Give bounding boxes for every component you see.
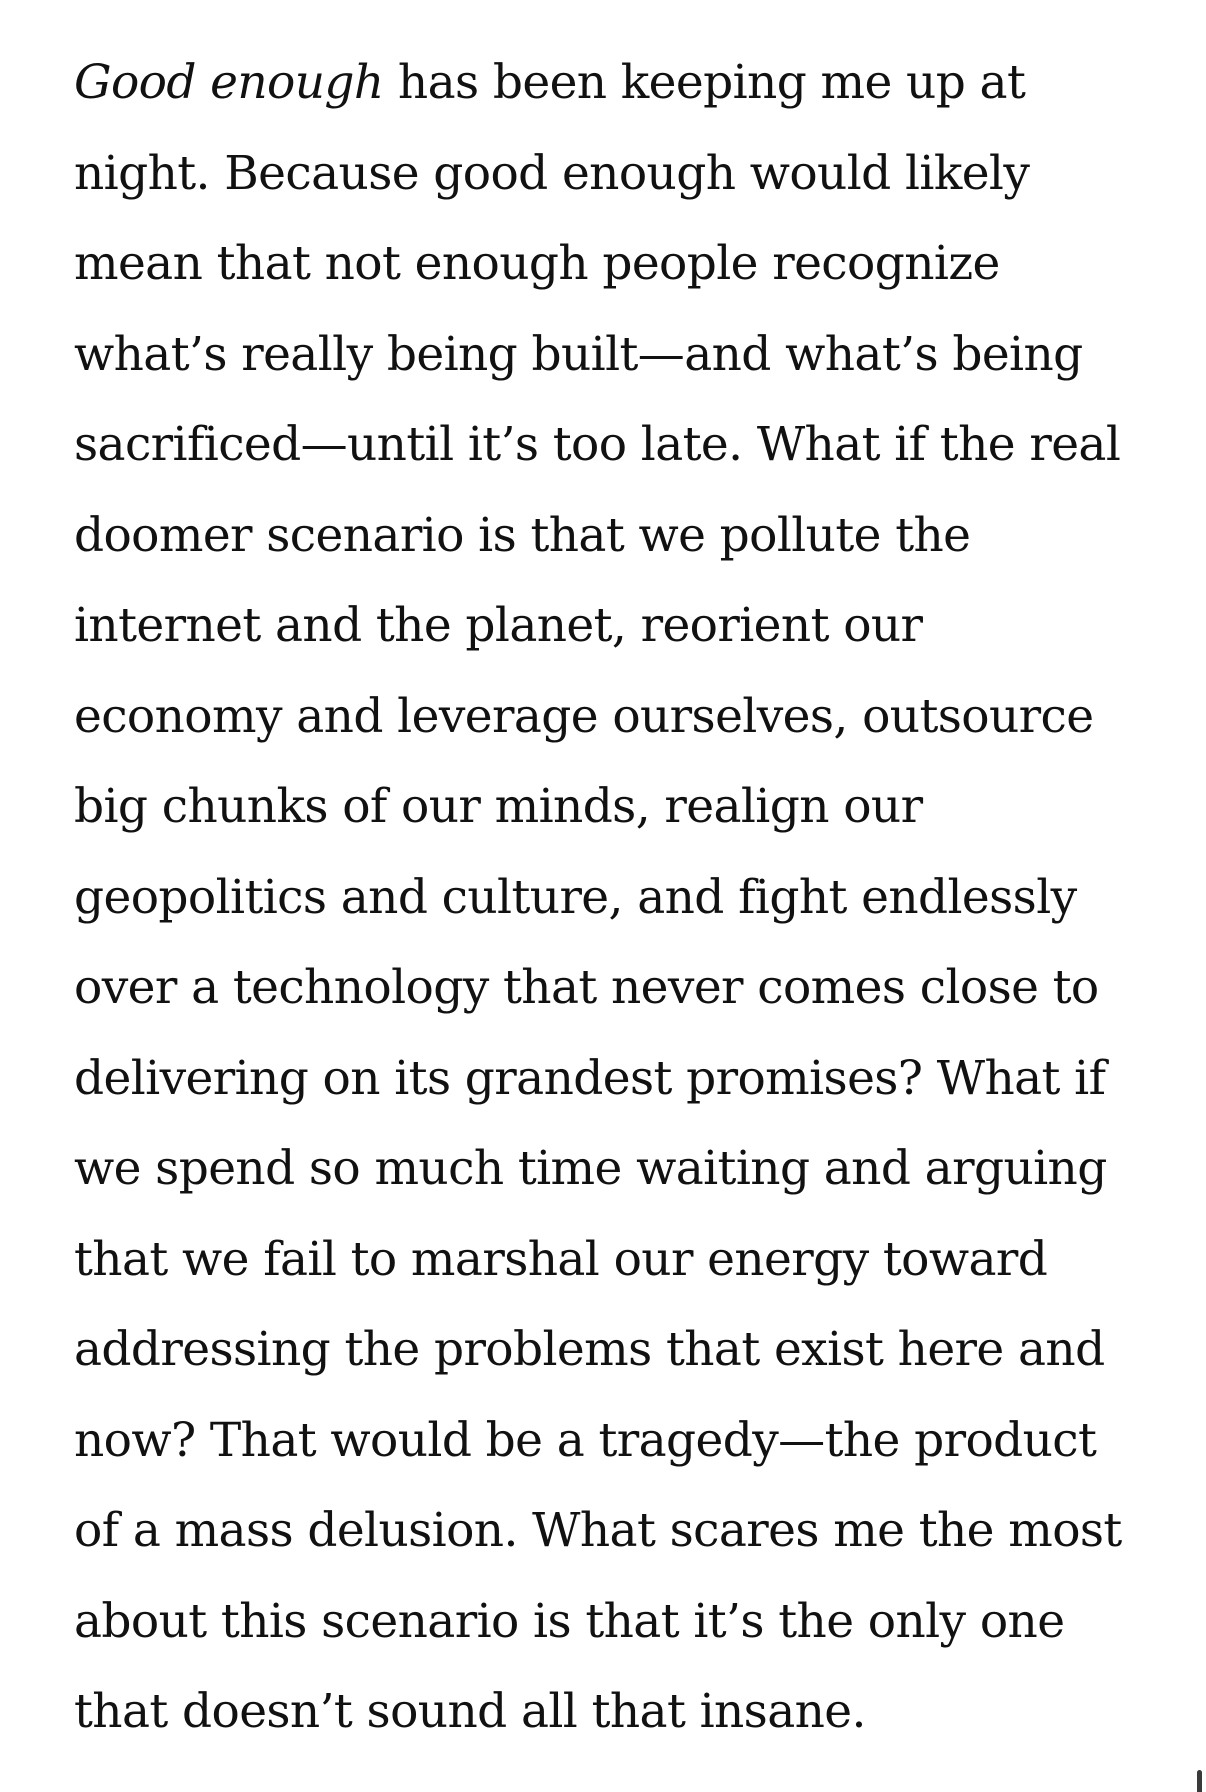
paragraph-line: economy and leverage ourselves, outsource: [74, 688, 1094, 744]
paragraph-line: that doesn’t sound all that insane.: [74, 1684, 866, 1739]
article-paragraph: [74, 38, 1134, 1758]
paragraph-line: delivering on its grandest promises? What if: [74, 1050, 1106, 1106]
paragraph-line: night. Because good enough would likely: [74, 145, 1030, 201]
paragraph-line: we spend so much time waiting and arguing: [74, 1141, 1107, 1196]
paragraph-line: internet and the planet, reorient our: [74, 598, 923, 653]
paragraph-line: about this scenario is that it’s the only one: [74, 1593, 1065, 1649]
paragraph-line: of a mass delusion. What scares me the most: [74, 1503, 1122, 1558]
scrollbar-thumb[interactable]: [1197, 1770, 1202, 1792]
paragraph-line: what’s really being built—and what’s being: [74, 326, 1083, 382]
line-text: has been keeping me up at: [383, 55, 1026, 110]
italic-phrase: Good enough: [74, 55, 384, 110]
paragraph-line: [74, 38, 1134, 129]
paragraph-line: that we fail to marshal our energy toward: [74, 1231, 1048, 1287]
paragraph-line: mean that not enough people recognize: [74, 236, 1000, 291]
paragraph-line: doomer scenario is that we pollute the: [74, 507, 971, 563]
paragraph-line: now? That would be a tragedy—the product: [74, 1412, 1097, 1468]
paragraph-line: big chunks of our minds, realign our: [74, 779, 923, 834]
paragraph-line: addressing the problems that exist here and: [74, 1322, 1105, 1377]
paragraph-line: over a technology that never comes close to: [74, 960, 1099, 1015]
paragraph-line: geopolitics and culture, and fight endlessly: [74, 869, 1077, 925]
paragraph-line: sacrificed—until it’s too late. What if the real: [74, 417, 1121, 472]
